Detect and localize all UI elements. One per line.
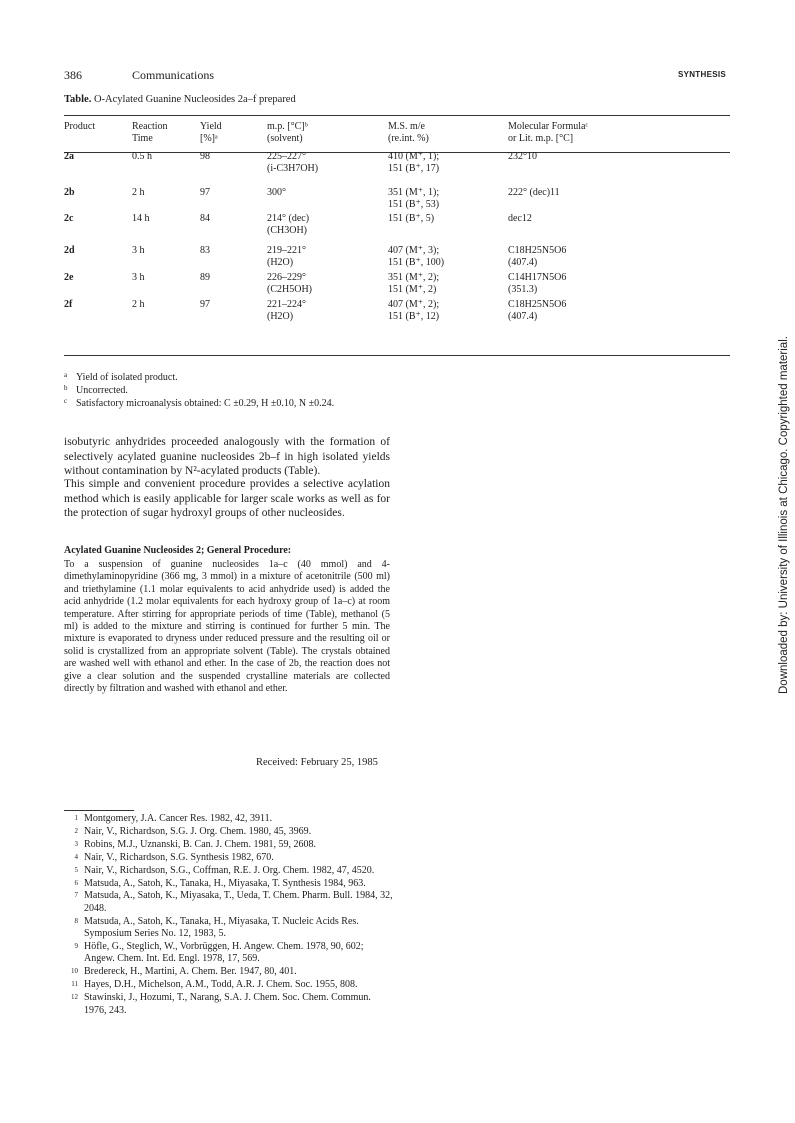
cell-ms: 407 (M⁺, 2); 151 (B⁺, 12) — [388, 299, 440, 322]
cell-time: 2 h — [132, 187, 145, 198]
reference-item: 5 Nair, V., Richardson, S.G., Coffman, R.E. J. Org. Chem. 1982, 47, 4520. — [74, 864, 375, 876]
table-bottom-rule — [64, 355, 730, 356]
reference-item: 1 Montgomery, J.A. Cancer Res. 1982, 42, 3911. — [74, 813, 273, 824]
cell-yield: 98 — [200, 151, 210, 162]
journal-name: SYNTHESIS — [677, 70, 726, 79]
cell-formula: 232°10 — [508, 151, 537, 162]
procedure-text: To a suspension of guanine nucleosides 1a–c (40 mmol) and 4-dimethylaminopyridine (366 mg, 3 mmol) in a mixture of acetonitrile (500 ml) and triethylamine (1.1 molar equivalents to acid anhydride used) is added the acid anhydride (1.2 molar equivalents for each hydroxy group of 1a–c) at room temperature. After stirring for appropriate periods of time (Table), methanol (5 ml) is added to the mixture and stirring is continued for further 5 min. The mixture is evaporated to dryness under reduced pressure and the resulting oil or solid is crystallized from an appropriate solvent (Table). The crystals obtained are washed well with ethanol and ether. In the case of 2b, the reaction does not give a clear solution and the suspended crystalline materials are collected directly by filtration and washed with ethanol and ether. — [64, 559, 390, 695]
cell-formula: dec12 — [508, 213, 532, 224]
cell-mp: 221–224° (H2O) — [267, 299, 306, 322]
cell-mp: 219–221° (H2O) — [267, 245, 306, 268]
cell-ms: 351 (M⁺, 1); 151 (B⁺, 53) — [388, 187, 440, 210]
reference-item: 3 Robins, M.J., Uznanski, B. Can. J. Chem. 1981, 59, 2608. — [74, 838, 316, 850]
reference-item: 9 Höfle, G., Steglich, W., Vorbrüggen, H. Angew. Chem. 1978, 90, 602; Angew. Chem. Int. Ed. Engl. 1978, 17, 569. — [74, 941, 364, 965]
cell-yield: 97 — [200, 187, 210, 198]
table-caption — [64, 94, 296, 105]
cell-formula: 222° (dec)11 — [508, 187, 560, 198]
table-row — [64, 213, 730, 245]
table-top-rule — [64, 115, 730, 116]
reference-item: 8 Matsuda, A., Satoh, K., Tanaka, H., Miyasaka, T. Nucleic Acids Res. Symposium Series No. 12, 1983, 5. — [74, 915, 359, 940]
cell-formula: C18H25N5O6 (407.4) — [508, 299, 567, 322]
table-caption-text: O-Acylated Guanine Nucleosides 2a–f prepared — [93, 94, 296, 105]
page-number: 386 — [64, 68, 82, 82]
cell-yield: 83 — [200, 245, 210, 256]
cell-time: 3 h — [132, 272, 145, 283]
table-row — [64, 245, 730, 272]
reference-item: 2 Nair, V., Richardson, S.G. J. Org. Chem. 1980, 45, 3969. — [74, 825, 312, 837]
column-header: M.S. m/e (re.int. %) — [388, 121, 429, 144]
reference-item: 11 Hayes, D.H., Michelson, A.M., Todd, A.R. J. Chem. Soc. 1955, 808. — [71, 979, 358, 991]
reference-item: 4 Nair, V., Richardson, S.G. Synthesis 1982, 670. — [74, 851, 274, 863]
cell-formula: C14H17N5O6 (351.3) — [508, 272, 567, 295]
reference-item: 10 Bredereck, H., Martini, A. Chem. Ber. 1947, 80, 401. — [71, 966, 297, 978]
cell-ms: 407 (M⁺, 3); 151 (B⁺, 100) — [388, 245, 445, 268]
references-list — [64, 813, 394, 1018]
download-watermark: Downloaded by: University of Illinois at Chicago. Copyrighted material. — [778, 336, 790, 694]
footnote: b Uncorrected. — [64, 384, 128, 396]
footnote: a Yield of isolated product. — [64, 371, 178, 383]
cell-time: 14 h — [132, 213, 150, 224]
cell-product: 2f — [64, 299, 73, 310]
cell-mp: 225–227° (i-C3H7OH) — [267, 151, 319, 174]
table-header-row — [64, 121, 730, 151]
cell-time: 0.5 h — [132, 151, 152, 162]
nucleosides-table — [64, 121, 730, 326]
cell-product: 2a — [64, 151, 74, 162]
cell-time: 3 h — [132, 245, 145, 256]
cell-mp: 214° (dec) (CH3OH) — [267, 213, 310, 236]
cell-time: 2 h — [132, 299, 145, 310]
footnote: c Satisfactory microanalysis obtained: C ±0.29, H ±0.10, N ±0.24. — [64, 397, 335, 409]
cell-product: 2d — [64, 245, 75, 256]
column-header: Molecular Formulaᶜ or Lit. m.p. [°C] — [508, 121, 589, 144]
table-row — [64, 272, 730, 299]
column-header: Yield [%]ᵃ — [200, 121, 222, 144]
procedure-heading: Acylated Guanine Nucleosides 2; General Procedure: — [64, 545, 292, 556]
cell-mp: 300° — [267, 187, 286, 198]
cell-yield: 84 — [200, 213, 210, 224]
section-title: Communications — [132, 68, 214, 82]
table-caption-label: Table. — [64, 94, 92, 105]
references-rule — [64, 810, 134, 811]
body-paragraph: This simple and convenient procedure provides a selective acylation method which is easily applicable for larger scale works as well as for the protection of sugar hydroxyl groups of other nucleosides. — [64, 478, 390, 520]
received-date: Received: February 25, 1985 — [256, 757, 378, 768]
cell-ms: 151 (B⁺, 5) — [388, 213, 435, 224]
cell-mp: 226–229° (C2H5OH) — [267, 272, 312, 295]
cell-product: 2e — [64, 272, 74, 283]
reference-item: 12 Stawinski, J., Hozumi, T., Narang, S.A. J. Chem. Soc. Chem. Commun. 1976, 243. — [71, 992, 371, 1016]
cell-yield: 89 — [200, 272, 210, 283]
table-row — [64, 151, 730, 187]
cell-formula: C18H25N5O6 (407.4) — [508, 245, 567, 268]
cell-product: 2b — [64, 187, 75, 198]
column-header: m.p. [°C]ᵇ (solvent) — [267, 121, 308, 144]
table-row — [64, 299, 730, 326]
table-row — [64, 187, 730, 213]
column-header: Product — [64, 121, 96, 132]
cell-ms: 410 (M⁺, 1); 151 (B⁺, 17) — [388, 151, 440, 174]
cell-ms: 351 (M⁺, 2); 151 (M⁺, 2) — [388, 272, 440, 295]
body-paragraph: isobutyric anhydrides proceeded analogously with the formation of selectively acylated guanine nucleosides 2b–f in high isolated yields without contamination by N²-acylated products (Table). — [64, 436, 390, 478]
column-header: Reaction Time — [132, 121, 168, 144]
reference-item: 7 Matsuda, A., Satoh, K., Miyasaka, T., Ueda, T. Chem. Pharm. Bull. 1984, 32, 2048. — [74, 890, 393, 914]
cell-yield: 97 — [200, 299, 210, 310]
table-footnotes — [64, 371, 334, 410]
reference-item: 6 Matsuda, A., Satoh, K., Tanaka, H., Miyasaka, T. Synthesis 1984, 963. — [74, 877, 366, 889]
cell-product: 2c — [64, 213, 74, 224]
